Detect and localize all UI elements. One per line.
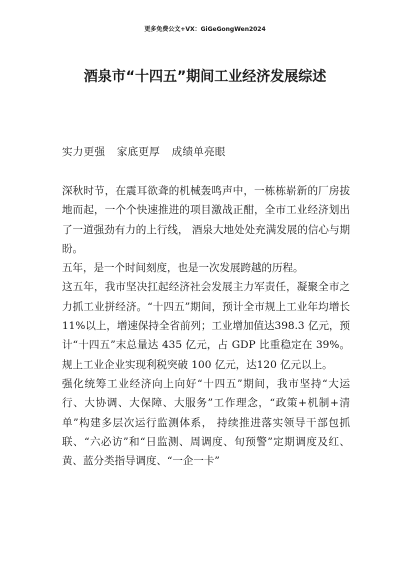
document-title: 酒泉市“十四五”期间工业经济发展综述 bbox=[83, 69, 327, 85]
paragraph-coordination: 强化统筹工业经济向上向好“十四五”期间，我市坚持“大运行、大协调、大保障、大服务”工作理念，“政策+机制+清单”构建多层次运行监测体系， 持续推进落实领导干部包抓联、“六必访”和“日监测、周调度、旬预警”定期调度及红、黄、蓝分类指导调度、“一企一卡” bbox=[62, 377, 350, 468]
document-body bbox=[62, 182, 350, 471]
paragraph-statistics: 这五年，我市坚决扛起经济社会发展主力军责任，凝聚全市之力抓工业拼经济。“十四五”期间，预计全市规上工业年均增长 11%以上，增速保持全省前列；工业增加值达398.3 亿元，预计“十四五”末总量达 435 亿元，占 GDP 比重稳定在 39%。规上工业企业实现利税突破 100 亿元，达120 亿元以上。 bbox=[62, 281, 350, 371]
document-subtitle: 实力更强 家底更厚 成绩单亮眼 bbox=[62, 146, 226, 158]
paragraph-intro: 深秋时节，在震耳欲聋的机械轰鸣声中，一栋栋崭新的厂房拔地而起，一个个快速推进的项目激战正酣，全市工业经济划出了一道强劲有力的上行线， 酒泉大地处处充满发展的信心与期盼。 bbox=[62, 185, 350, 255]
paragraph-five-years: 五年，是一个时间刻度，也是一次发展跨越的历程。 bbox=[62, 262, 304, 275]
top-note: 更多免费公文+VX：GiGeGongWen2024 bbox=[144, 26, 266, 33]
